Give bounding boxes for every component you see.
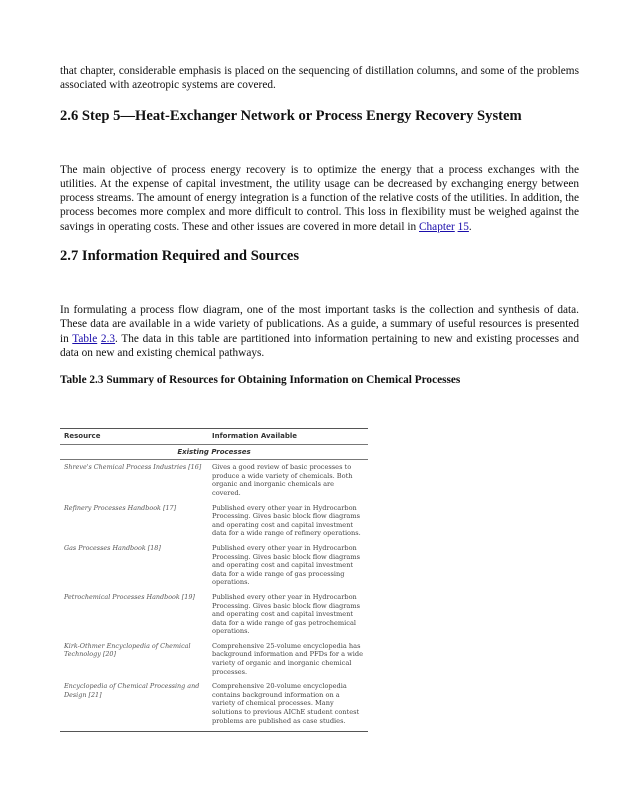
resource-cell: Shreve's Chemical Process Industries [16] bbox=[64, 463, 202, 472]
chapter-15-link[interactable]: 15 bbox=[457, 220, 469, 233]
table-section-row bbox=[60, 444, 368, 460]
info-cell: Published every other year in Hydrocarbon Processing. Gives basic block flow diagrams and operating cost and capital investment data for a wide range of gas processing operations. bbox=[212, 543, 360, 587]
info-cell: Comprehensive 20-volume encyclopedia contains background information on a variety of chemical processes. Many solutions to previous AIChE student contest problems are published as case studies. bbox=[208, 679, 368, 731]
info-cell: Published every other year in Hydrocarbon Processing. Gives basic block flow diagrams and operating cost and capital investment data for a wide range of refinery operations. bbox=[212, 503, 361, 538]
intro-paragraph: that chapter, considerable emphasis is placed on the sequencing of distillation columns, and some of the problems associated with azeotropic systems are covered. bbox=[60, 65, 579, 92]
table-caption: Table 2.3 Summary of Resources for Obtaining Information on Chemical Processes bbox=[60, 374, 461, 387]
table-row bbox=[60, 639, 368, 679]
section-2-7-heading: 2.7 Information Required and Sources bbox=[60, 248, 300, 265]
section-2-6-paragraph bbox=[60, 163, 579, 234]
section-2-7-text-end: . The data in this table are partitioned into information pertaining to new and existing processes and data on new and existing chemical pathways. bbox=[60, 332, 579, 359]
table-row bbox=[60, 590, 368, 639]
section-2-6-heading: 2.6 Step 5—Heat-Exchanger Network or Process Energy Recovery System bbox=[60, 107, 522, 124]
chapter-link[interactable]: Chapter bbox=[419, 220, 455, 233]
table-row bbox=[60, 501, 368, 541]
table-link[interactable]: Table bbox=[72, 332, 98, 345]
info-cell: Published every other year in Hydrocarbon Processing. Gives basic block flow diagrams and operating cost and capital investment data for a wide range of gas petrochemical operations. bbox=[212, 592, 360, 636]
section-label-existing-processes: Existing Processes bbox=[60, 444, 368, 460]
section-2-6-text: The main objective of process energy recovery is to optimize the energy that a process exchanges with the utilities. At the expense of capital investment, the utility usage can be decreased by exchanging energy between process streams. The amount of energy integration is a function of the relative costs of the utilities. In addition, the process becomes more complex and more difficult to control. This loss in flexibility must be weighed against the savings in operating costs. These and other issues are covered in more detail in bbox=[60, 163, 579, 233]
table-2-3-link[interactable]: 2.3 bbox=[100, 332, 116, 345]
section-2-7-paragraph bbox=[60, 303, 579, 360]
table-row bbox=[60, 460, 368, 501]
document-page bbox=[60, 64, 579, 386]
section-2-6-end: . bbox=[468, 220, 472, 233]
table-row bbox=[60, 679, 368, 731]
resource-cell: Petrochemical Processes Handbook [19] bbox=[64, 592, 195, 601]
resource-cell: Kirk-Othmer Encyclopedia of Chemical Technology [20] bbox=[64, 641, 191, 659]
resource-cell: Refinery Processes Handbook [17] bbox=[64, 503, 177, 512]
table-row bbox=[60, 541, 368, 590]
column-header-information: Information Available bbox=[208, 429, 368, 445]
resource-cell: Gas Processes Handbook [18] bbox=[64, 543, 161, 552]
section-2-7-text: In formulating a process flow diagram, one of the most important tasks is the collection and synthesis of data. These data are available in a wide variety of publications. As a guide, a summary of useful resources is presented in bbox=[60, 304, 579, 345]
info-cell: Comprehensive 25-volume encyclopedia has background information and PFDs for a wide variety of organic and inorganic chemical processes. bbox=[212, 641, 363, 676]
resources-table bbox=[60, 428, 368, 732]
table-header-row bbox=[60, 429, 368, 445]
column-header-resource: Resource bbox=[60, 429, 208, 445]
resource-cell: Encyclopedia of Chemical Processing and Design [21] bbox=[60, 679, 208, 731]
info-cell: Gives a good review of basic processes to produce a wide variety of chemicals. Both organic and inorganic chemicals are covered. bbox=[212, 463, 353, 497]
